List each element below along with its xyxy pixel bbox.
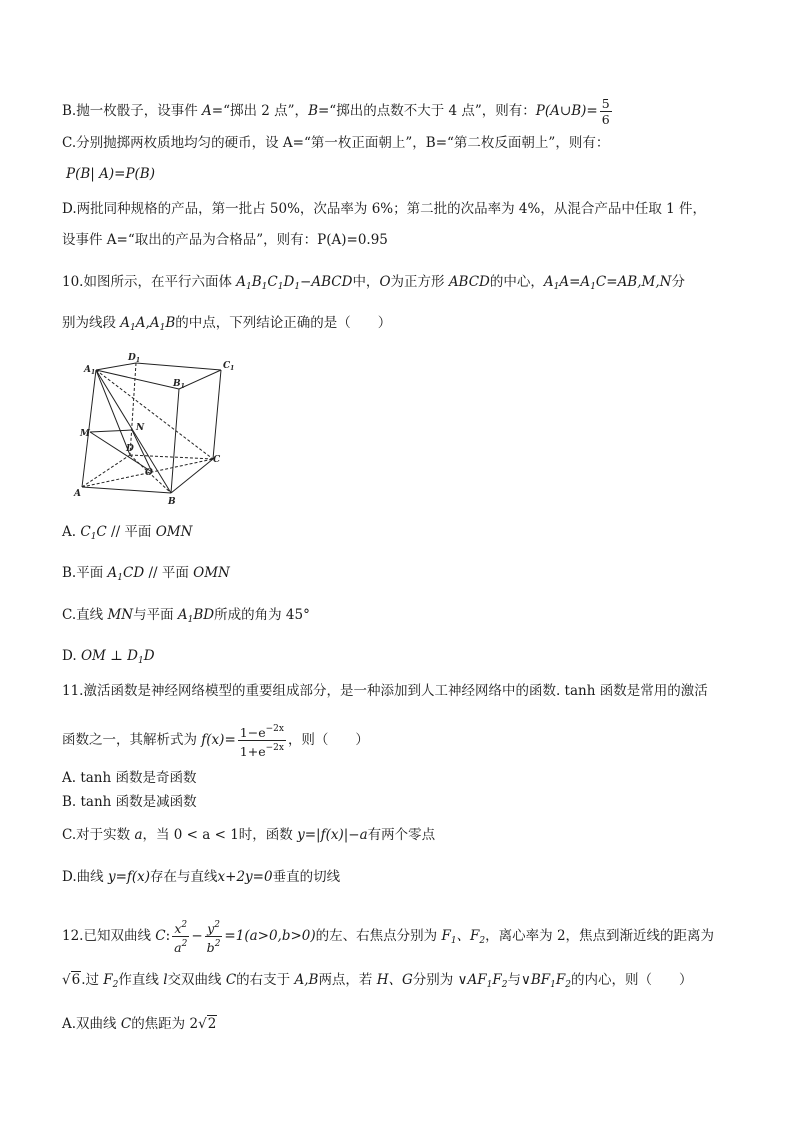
fraction bbox=[600, 96, 612, 127]
text: D. bbox=[62, 648, 81, 664]
text: 的焦距为 2 bbox=[131, 1016, 199, 1032]
text: ，则（ ） bbox=[287, 732, 369, 748]
math: C bbox=[120, 1016, 132, 1032]
q10-option-b bbox=[62, 563, 230, 588]
text: 分 bbox=[671, 274, 685, 290]
fraction bbox=[238, 722, 286, 759]
math: H、G bbox=[376, 972, 413, 988]
text: 与平面 bbox=[133, 607, 178, 623]
q9-option-c-line1: C.分别抛掷两枚质地均匀的硬币，设 A=“第一枚正面朝上”，B=“第二枚反面朝上”，则有： bbox=[62, 135, 610, 151]
math: $\vee AF_1F_2$ bbox=[457, 972, 508, 990]
math: $A_1CD$ bbox=[107, 565, 149, 583]
label-b: B bbox=[168, 497, 176, 505]
text: ，离心率为 2，焦点到渐近线的距离为 bbox=[485, 928, 715, 944]
denominator: $1+e^{-2x}$ bbox=[239, 743, 284, 759]
text: 与 bbox=[507, 972, 521, 988]
text: 作直线 bbox=[118, 972, 164, 988]
parallelepiped-figure bbox=[70, 350, 240, 505]
q12-option-a bbox=[62, 1014, 217, 1034]
q11-option-d bbox=[62, 867, 340, 887]
text: 所成的角为 45° bbox=[214, 607, 310, 623]
q10-option-d bbox=[62, 646, 155, 671]
numerator: $1-e^{-2x}$ bbox=[239, 724, 284, 740]
q9-option-d-line1: D.两批同种规格的产品，第一批占 50%，次品率为 6%；第二批的次品率为 4%，从混合产品中任取 1 件， bbox=[62, 201, 707, 217]
label-c1: $C_1$ bbox=[223, 361, 235, 372]
text: // 平面 bbox=[148, 565, 194, 581]
math: $F_1$、$F_2$ bbox=[441, 928, 486, 946]
text: A. bbox=[62, 524, 81, 540]
q11-option-b: B. tanh 函数是减函数 bbox=[62, 794, 197, 810]
q12-stem-line1: 12.已知双曲线 C: $\frac{x^2}{a^2}$ − $\frac{y^2}{b^2}$ =1(a>0,b>0)的左、右焦点分别为 $F_1$、$F_2$，离心率为 2，焦点到渐近线的距离为 bbox=[62, 920, 715, 955]
q9-option-c-line2: P(B| A)=P(B) bbox=[66, 166, 155, 182]
math: x+2y=0 bbox=[217, 869, 273, 885]
math: y=|f(x)|−a bbox=[297, 827, 368, 843]
text: 10.如图所示，在平行六面体 bbox=[62, 274, 237, 290]
label-d1: $D_1$ bbox=[128, 353, 140, 364]
math: C bbox=[225, 972, 237, 988]
text: 中， bbox=[352, 274, 380, 290]
text: D.曲线 bbox=[62, 869, 108, 885]
label-b1: $B_1$ bbox=[173, 379, 185, 390]
math: $A_1A=A_1C=AB,M,N$ bbox=[543, 274, 672, 292]
text: 函数之一，其解析式为 bbox=[62, 732, 202, 748]
math: OMN bbox=[193, 565, 230, 581]
math: MN bbox=[107, 607, 134, 623]
math: $D_1D$ bbox=[127, 648, 155, 666]
text: 的中点，下列结论正确的是（ ） bbox=[175, 315, 392, 331]
text: B.平面 bbox=[62, 565, 108, 581]
text: 12.已知双曲线 bbox=[62, 928, 156, 944]
q12-stem-line2 bbox=[62, 970, 692, 995]
text: 垂直的切线 bbox=[272, 869, 341, 885]
text: A.双曲线 bbox=[62, 1016, 121, 1032]
q10-stem-line2 bbox=[62, 313, 391, 338]
text: 的中心， bbox=[489, 274, 544, 290]
text: C.对于实数 bbox=[62, 827, 135, 843]
label-n: N bbox=[136, 423, 145, 433]
text: =“掷出 2 点”， bbox=[211, 103, 309, 119]
math: A,B bbox=[294, 972, 319, 988]
label-m: M bbox=[80, 429, 90, 439]
math: O bbox=[379, 274, 391, 290]
math: f(x)= bbox=[201, 732, 236, 748]
q11-option-c bbox=[62, 825, 435, 845]
text: 的右支于 bbox=[236, 972, 295, 988]
math: =1(a>0,b>0) bbox=[224, 928, 316, 944]
math: OMN bbox=[155, 524, 193, 540]
math: $\vee BF_1F_2$ bbox=[520, 972, 571, 990]
label-a: A bbox=[74, 489, 81, 499]
math: a bbox=[134, 827, 143, 843]
text: C.直线 bbox=[62, 607, 108, 623]
text: : bbox=[165, 928, 171, 944]
sqrt-2: √2 bbox=[198, 1016, 217, 1032]
text: 存在与直线 bbox=[150, 869, 218, 885]
math: $C_1C$ bbox=[80, 524, 112, 542]
text: 有两个零点 bbox=[367, 827, 436, 843]
math: l bbox=[163, 972, 168, 988]
math: B bbox=[308, 103, 318, 119]
label-d: D bbox=[126, 444, 134, 454]
q11-option-a: A. tanh 函数是奇函数 bbox=[62, 770, 197, 786]
q9-option-b bbox=[62, 96, 614, 127]
label-c: C bbox=[213, 455, 221, 465]
text: 交双曲线 bbox=[167, 972, 226, 988]
sqrt-6: √6 bbox=[62, 972, 81, 988]
q10-stem-line1 bbox=[62, 272, 685, 297]
math: OM bbox=[80, 648, 111, 664]
math: ABCD bbox=[448, 274, 490, 290]
denominator: 6 bbox=[601, 112, 610, 127]
text: 分别为 bbox=[412, 972, 458, 988]
q11-stem-line1: 11.激活函数是神经网络模型的重要组成部分，是一种添加到人工神经网络中的函数. tanh 函数是常用的激活 bbox=[62, 683, 708, 699]
text: =“掷出的点数不大于 4 点”，则有： bbox=[317, 103, 536, 119]
text: ⊥ bbox=[110, 648, 128, 664]
text: 的内心，则（ ） bbox=[570, 972, 693, 988]
fraction-y: $\frac{y^2}{b^2}$ bbox=[206, 920, 221, 955]
math: C bbox=[155, 928, 166, 944]
text: 为正方形 bbox=[390, 274, 449, 290]
math: A bbox=[202, 103, 212, 119]
text: ，当 0 < a < 1时，函数 bbox=[142, 827, 298, 843]
math-expr: P(A∪B)= bbox=[535, 103, 598, 119]
q10-option-c bbox=[62, 605, 310, 630]
q10-option-a bbox=[62, 522, 192, 547]
text: 的左、右焦点分别为 bbox=[315, 928, 442, 944]
q9-option-d-line2: 设事件 A=“取出的产品为合格品”，则有：P(A)=0.95 bbox=[62, 232, 388, 248]
numerator: 5 bbox=[601, 96, 610, 111]
math: $A_1BD$ bbox=[177, 607, 215, 625]
math: $A_1B_1C_1D_1-ABCD$ bbox=[236, 274, 353, 292]
text: .过 bbox=[81, 972, 104, 988]
text: 别为线段 bbox=[62, 315, 121, 331]
text: B.抛一枚骰子，设事件 bbox=[62, 103, 203, 119]
fraction-x: $\frac{x^2}{a^2}$ bbox=[174, 920, 188, 955]
label-a1: $A_1$ bbox=[84, 365, 96, 376]
math: $F_2$ bbox=[103, 972, 119, 990]
math: $A_1A,A_1B$ bbox=[120, 315, 176, 333]
q11-stem-line2 bbox=[62, 722, 369, 759]
text: 两点，若 bbox=[318, 972, 377, 988]
text: // 平面 bbox=[111, 524, 156, 540]
math: y=f(x) bbox=[107, 869, 151, 885]
label-o: O bbox=[145, 468, 153, 478]
